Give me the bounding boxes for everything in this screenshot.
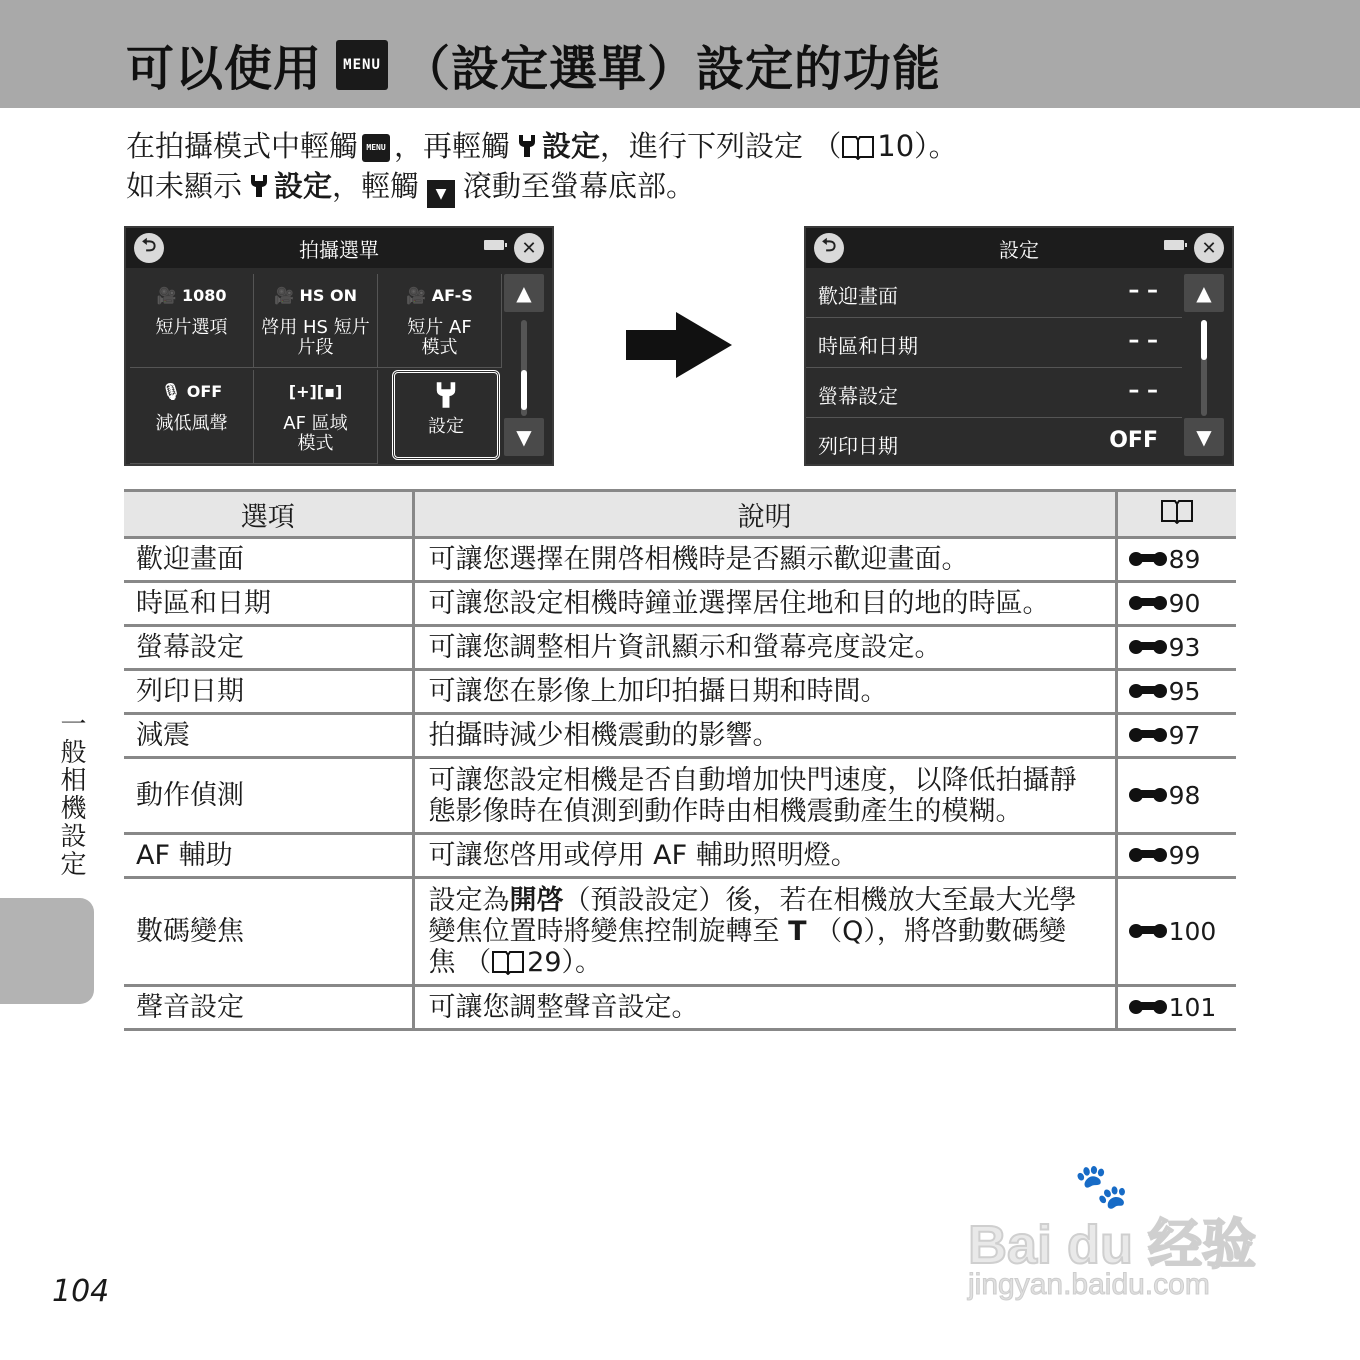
cell-label: 短片 AF 模式 (407, 317, 472, 358)
table-row (124, 714, 1236, 758)
intro-text-f: 滾動至螢幕底部。 (463, 169, 696, 203)
cell-label: 短片選項 (155, 317, 228, 338)
table-row (124, 626, 1236, 670)
cell-label: AF 區域模式 (283, 413, 348, 454)
setup-row-monitor[interactable] (806, 368, 1182, 418)
option-name: 減震 (124, 714, 413, 758)
menu-cell-wind-noise[interactable] (130, 370, 254, 464)
setup-bold: 設定 (274, 169, 333, 203)
cell-label: 啓用 HS 短片片段 (261, 317, 370, 358)
menu-cell-hs-movie[interactable] (254, 274, 378, 368)
scrollbar[interactable] (1201, 320, 1207, 416)
wrench-icon (395, 373, 497, 417)
book-icon (841, 134, 875, 160)
description-line (429, 947, 1115, 978)
table-row (124, 758, 1236, 834)
description-line (429, 885, 1115, 916)
reference-mark-icon (1128, 785, 1168, 803)
desc-text: ），將啓動數碼變 (863, 916, 1066, 947)
section-side-label: 一般相機設定 (56, 710, 86, 878)
wrench-icon (248, 173, 270, 199)
title-pre: 可以使用 (126, 41, 323, 97)
menu-grid (130, 274, 504, 464)
option-description (413, 758, 1116, 834)
table-row (124, 878, 1236, 986)
scrollbar[interactable] (521, 320, 527, 416)
option-name: 聲音設定 (124, 986, 413, 1030)
arrow-right-icon (626, 312, 732, 378)
option-description: 可讓您調整相片資訊顯示和螢幕亮度設定。 (413, 626, 1116, 670)
screen-header (126, 228, 552, 268)
book-icon (1160, 498, 1194, 524)
option-name: 列印日期 (124, 670, 413, 714)
option-reference (1116, 582, 1236, 626)
option-description (413, 878, 1116, 986)
header-description: 說明 (413, 491, 1116, 538)
row-label: 列印日期 (818, 434, 898, 458)
ref-page: 95 (1168, 677, 1201, 706)
row-value: – – (1128, 328, 1158, 353)
option-reference (1116, 626, 1236, 670)
close-button[interactable]: ✕ (1194, 233, 1224, 263)
screen-title: 拍攝選單 (299, 238, 379, 262)
battery-icon (1164, 240, 1184, 250)
option-description: 可讓您調整聲音設定。 (413, 986, 1116, 1030)
hs-movie-icon: 🎥 HS ON (274, 286, 357, 305)
cell-label: 設定 (428, 416, 464, 437)
screen-title: 設定 (999, 238, 1039, 262)
ref-page: 101 (1168, 993, 1217, 1022)
row-label: 時區和日期 (818, 334, 918, 358)
option-name: AF 輔助 (124, 834, 413, 878)
row-label: 螢幕設定 (818, 384, 898, 408)
header-reference (1116, 491, 1236, 538)
table-row (124, 582, 1236, 626)
ref-page: 90 (1168, 589, 1201, 618)
intro-ref: 10）。 (877, 129, 958, 163)
menu-cell-af-area[interactable] (254, 370, 378, 464)
battery-icon (484, 240, 504, 250)
movie-af-icon: 🎥 AF-S (406, 286, 473, 305)
reference-mark-icon (1128, 997, 1168, 1015)
desc-text: 變焦位置時將變焦控制旋轉至 (428, 916, 780, 947)
header-option: 選項 (124, 491, 413, 538)
book-icon (491, 949, 525, 975)
title-post: （設定選單）設定的功能 (402, 41, 942, 97)
back-button[interactable]: ⮌ (814, 233, 844, 263)
ref-page: 89 (1168, 545, 1201, 574)
intro-text-b: ，再輕觸 (394, 129, 511, 163)
setup-options-table (124, 489, 1236, 1031)
tele-label: T (788, 916, 807, 947)
reference-mark-icon (1128, 681, 1168, 699)
menu-cell-movie-options[interactable] (130, 274, 254, 368)
scroll-thumb[interactable] (521, 370, 527, 410)
description-line: 可讓您設定相機是否自動增加快門速度，以降低拍攝靜 (428, 764, 1077, 796)
ref-page: 93 (1168, 633, 1201, 662)
desc-text: （ (815, 916, 843, 947)
option-reference (1116, 670, 1236, 714)
row-value: – – (1128, 278, 1158, 303)
reference-mark-icon (1128, 845, 1168, 863)
reference-mark-icon (1128, 549, 1168, 567)
setup-menu-screen (804, 226, 1234, 466)
wind-noise-icon: 🎙 OFF (160, 382, 223, 401)
paw-icon: 🐾 (1074, 1161, 1129, 1212)
option-name: 螢幕設定 (124, 626, 413, 670)
option-name: 數碼變焦 (124, 878, 413, 986)
reference-mark-icon (1128, 725, 1168, 743)
reference-mark-icon (1128, 593, 1168, 611)
ref-page: 97 (1168, 721, 1201, 750)
baidu-watermark (964, 1160, 1284, 1310)
desc-text: 焦 （ (428, 947, 492, 978)
menu-cell-setup[interactable] (392, 370, 500, 460)
option-reference (1116, 538, 1236, 582)
option-name: 歡迎畫面 (124, 538, 413, 582)
ref-page: 98 (1168, 781, 1201, 810)
shooting-menu-screen (124, 226, 554, 466)
movie-options-icon: 🎥 1080 (156, 286, 227, 305)
option-name: 動作偵測 (124, 758, 413, 834)
option-reference (1116, 714, 1236, 758)
intro-line-2 (126, 166, 958, 208)
row-value: OFF (1109, 428, 1158, 453)
watermark-main: Bai du 经验 (968, 1215, 1257, 1275)
desc-text: （預設設定）後，若在相機放大至最大光學 (563, 885, 1077, 916)
page-number: 104 (52, 1274, 110, 1309)
intro-text-c: ，進行下列設定 （ (600, 129, 842, 163)
screen-header (806, 228, 1232, 268)
table-row (124, 986, 1236, 1030)
watermark-url: jingyan.baidu.com (968, 1268, 1210, 1301)
option-reference (1116, 986, 1236, 1030)
magnify-icon: Q (842, 916, 864, 947)
menu-cell-movie-af-mode[interactable] (378, 274, 502, 368)
scroll-down-button[interactable]: ▼ (504, 418, 544, 456)
table-header-row (124, 491, 1236, 538)
intro-text-a: 在拍攝模式中輕觸 (126, 129, 359, 163)
setup-row-welcome[interactable] (806, 268, 1182, 318)
scroll-up-button[interactable]: ▲ (1184, 274, 1224, 312)
intro-line-1 (126, 126, 958, 166)
page-title (126, 30, 941, 99)
option-reference (1116, 758, 1236, 834)
back-button[interactable]: ⮌ (134, 233, 164, 263)
scroll-thumb[interactable] (1201, 320, 1207, 360)
intro-text (126, 126, 958, 208)
description-line: 態影像時在偵測到動作時由相機震動產生的模糊。 (428, 795, 1023, 827)
close-button[interactable]: ✕ (514, 233, 544, 263)
menu-icon: MENU (362, 134, 390, 162)
row-label: 歡迎畫面 (818, 284, 898, 308)
description-line (429, 916, 1115, 947)
table-row (124, 538, 1236, 582)
scroll-down-icon: ▼ (427, 180, 455, 208)
desc-bold: 開啓 (509, 885, 564, 916)
intro-text-d: 如未顯示 (126, 169, 243, 203)
setup-bold: 設定 (542, 129, 601, 163)
setup-row-print-date[interactable] (806, 418, 1182, 468)
wrench-icon (516, 133, 538, 159)
option-description: 可讓您設定相機時鐘並選擇居住地和目的地的時區。 (413, 582, 1116, 626)
option-reference (1116, 878, 1236, 986)
af-area-icon: [+][▪] (288, 382, 343, 401)
intro-text-e: ，輕觸 (332, 169, 420, 203)
option-description: 拍攝時減少相機震動的影響。 (413, 714, 1116, 758)
option-description: 可讓您選擇在開啓相機時是否顯示歡迎畫面。 (413, 538, 1116, 582)
ref-page: 99 (1168, 841, 1201, 870)
table-row (124, 670, 1236, 714)
scroll-down-button[interactable]: ▼ (1184, 418, 1224, 456)
option-description: 可讓您啓用或停用 AF 輔助照明燈。 (413, 834, 1116, 878)
table-row (124, 834, 1236, 878)
desc-text: 29）。 (527, 947, 602, 978)
option-description: 可讓您在影像上加印拍攝日期和時間。 (413, 670, 1116, 714)
option-name: 時區和日期 (124, 582, 413, 626)
cell-label: 減低風聲 (155, 413, 228, 434)
option-reference (1116, 834, 1236, 878)
scroll-up-button[interactable]: ▲ (504, 274, 544, 312)
setup-row-timezone[interactable] (806, 318, 1182, 368)
row-value: – – (1128, 378, 1158, 403)
reference-mark-icon (1128, 637, 1168, 655)
ref-page: 100 (1168, 917, 1217, 946)
menu-icon: MENU (336, 40, 388, 90)
reference-mark-icon (1128, 921, 1168, 939)
section-tab (0, 898, 94, 1004)
desc-text: 設定為 (428, 885, 510, 916)
